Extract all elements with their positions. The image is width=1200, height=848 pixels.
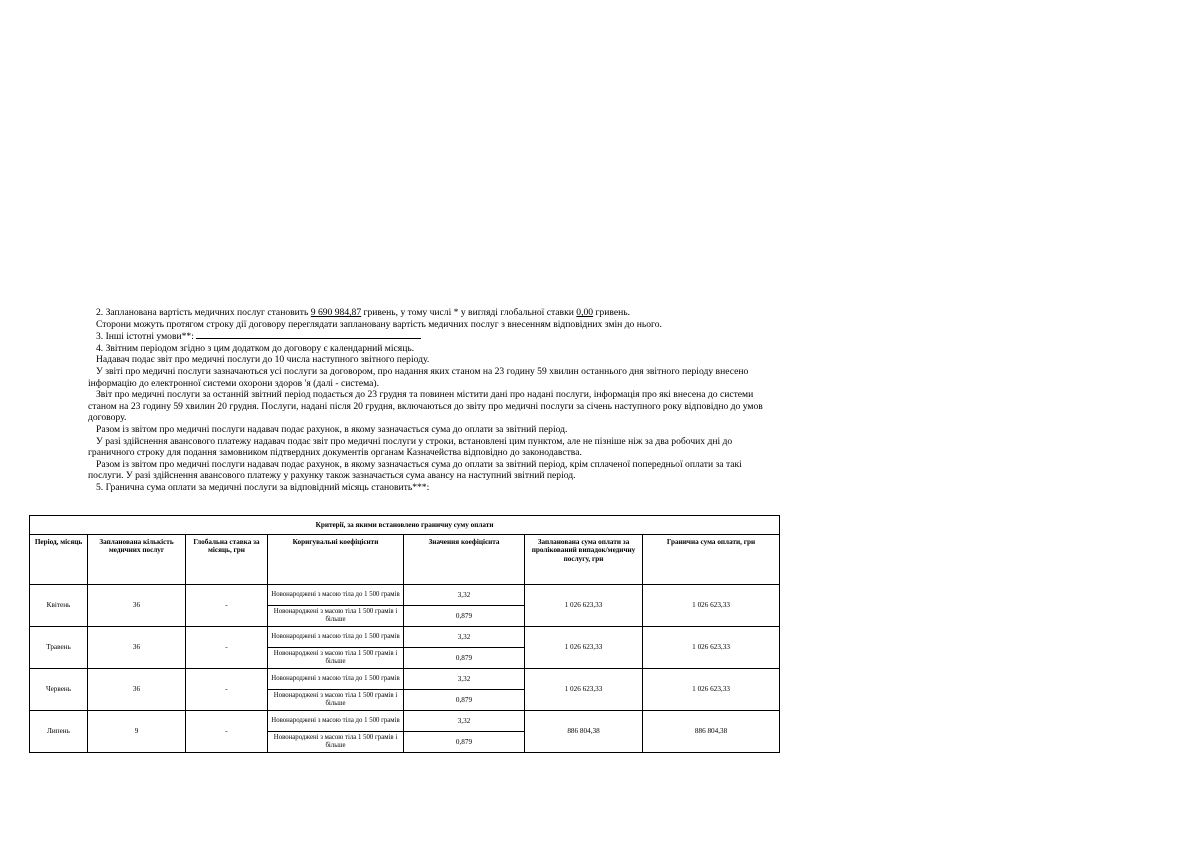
header-period: Період, місяць (30, 535, 88, 585)
cell-coef-value: 3,32 (404, 627, 525, 648)
cell-period: Червень (30, 669, 88, 711)
table-header-row (30, 535, 780, 585)
table-row (30, 585, 780, 606)
cell-qty: 36 (88, 669, 186, 711)
cell-period: Липень (30, 711, 88, 753)
paragraph-revision: Сторони можуть протягом строку дії договору переглядати заплановану вартість медичних послуг з внесенням відповідних змін до нього. (96, 318, 662, 330)
table-caption: Критерії, за якими встановлено граничну суму оплати (30, 516, 780, 535)
header-coef: Коригувальні коефіцієнти (268, 535, 404, 585)
contract-text (88, 307, 773, 494)
header-coef-value: Значення коефіцієнта (404, 535, 525, 585)
cell-planned-sum: 886 804,38 (525, 711, 643, 753)
cell-planned-sum: 1 026 623,33 (525, 627, 643, 669)
cell-coef-value: 3,32 (404, 711, 525, 732)
cell-planned-sum: 1 026 623,33 (525, 669, 643, 711)
cell-coef: Новонароджені з масою тіла 1 500 грамів і більше (268, 732, 404, 753)
cell-qty: 36 (88, 585, 186, 627)
cell-coef: Новонароджені з масою тіла 1 500 грамів і більше (268, 648, 404, 669)
paragraph-report-deadline: Надавач подає звіт про медичні послуги до 10 числа наступного звітного періоду. (96, 354, 430, 366)
blank-line (196, 330, 421, 339)
cell-coef: Новонароджені з масою тіла до 1 500 грамів (268, 627, 404, 648)
table-row (30, 711, 780, 732)
cell-limit-sum: 1 026 623,33 (643, 585, 780, 627)
paragraph-limit-sum: 5. Гранична сума оплати за медичні послуги за відповідний місяць становить***: (96, 481, 430, 493)
cell-coef: Новонароджені з масою тіла до 1 500 грамів (268, 669, 404, 690)
cell-planned-sum: 1 026 623,33 (525, 585, 643, 627)
header-planned-qty: Запланована кількість медичних послуг (88, 535, 186, 585)
paragraph-advance: У разі здійснення авансового платежу надавач подає звіт про медичні послуги у строки, встановлені цим пунктом, але не пізніше ніж за два робочих дні до граничного строку для подання замовником підтвердних документів органам Казначейства відповідно до законодавства. (88, 435, 733, 459)
cell-period: Травень (30, 627, 88, 669)
cell-limit-sum: 1 026 623,33 (643, 627, 780, 669)
cell-period: Квітень (30, 585, 88, 627)
table-caption-row (30, 516, 780, 535)
paragraph-other-terms: 3. Інші істотні умови**: (88, 330, 773, 343)
paragraph-reporting-period: 4. Звітним періодом згідно з цим додатком до договору є календарний місяць. (96, 342, 415, 354)
cell-limit-sum: 886 804,38 (643, 711, 780, 753)
cell-coef: Новонароджені з масою тіла 1 500 грамів і більше (268, 606, 404, 627)
header-limit-sum: Гранична сума оплати, грн (643, 535, 780, 585)
cell-limit-sum: 1 026 623,33 (643, 669, 780, 711)
paragraph-planned-cost: 2. Запланована вартість медичних послуг становить 9 690 984,87 гривень, у тому числі * у вигляді глобальної ставки 0,00 гривень. (96, 307, 630, 318)
cell-coef: Новонароджені з масою тіла до 1 500 грамів (268, 711, 404, 732)
criteria-table (29, 515, 780, 753)
global-rate-amount: 0,00 (576, 307, 594, 318)
paragraph-final-report: Звіт про медичні послуги за останній звітний період подається до 23 грудня та повинен містити дані про надані послуги, інформація про які внесена до системи станом на 23 годину 59 хвилин 20 грудня. Послуги, надані після 20 грудня, включаються до звіту про медичні послуги за січень наступного року відповідно до умов договору. (88, 389, 763, 424)
cell-coef-value: 0,879 (404, 606, 525, 627)
cell-coef: Новонароджені з масою тіла 1 500 грамів і більше (268, 690, 404, 711)
cell-coef-value: 0,879 (404, 690, 525, 711)
cell-coef-value: 0,879 (404, 732, 525, 753)
planned-cost-amount: 9 690 984,87 (310, 307, 362, 318)
cell-coef-value: 3,32 (404, 585, 525, 606)
cell-rate: - (186, 669, 268, 711)
header-global-rate: Глобальна ставка за місяць, грн (186, 535, 268, 585)
cell-coef: Новонароджені з масою тіла до 1 500 грамів (268, 585, 404, 606)
cell-coef-value: 0,879 (404, 648, 525, 669)
cell-rate: - (186, 711, 268, 753)
cell-coef-value: 3,32 (404, 669, 525, 690)
cell-rate: - (186, 627, 268, 669)
table-row (30, 669, 780, 690)
cell-rate: - (186, 585, 268, 627)
cell-qty: 36 (88, 627, 186, 669)
table-row (30, 627, 780, 648)
paragraph-invoice-advance: Разом із звітом про медичні послуги надавач подає рахунок, в якому зазначається сума до оплати за звітний період, крім сплаченої попередньої оплати за такі послуги. У разі здійснення авансового платежу у рахунку також зазначається сума авансу на наступний звітний період. (88, 458, 742, 482)
paragraph-invoice: Разом із звітом про медичні послуги надавач подає рахунок, в якому зазначається сума до оплати за звітний період. (96, 423, 568, 435)
paragraph-report-content: У звіті про медичні послуги зазначаються усі послуги за договором, про надання яких станом на 23 годину 59 хвилин останнього дня звітного періоду внесено інформацію до електронної системи охорони здоров 'я (далі - система). (88, 365, 749, 389)
header-planned-sum: Запланована сума оплати за пролікований випадок/медичну послугу, грн (525, 535, 643, 585)
cell-qty: 9 (88, 711, 186, 753)
